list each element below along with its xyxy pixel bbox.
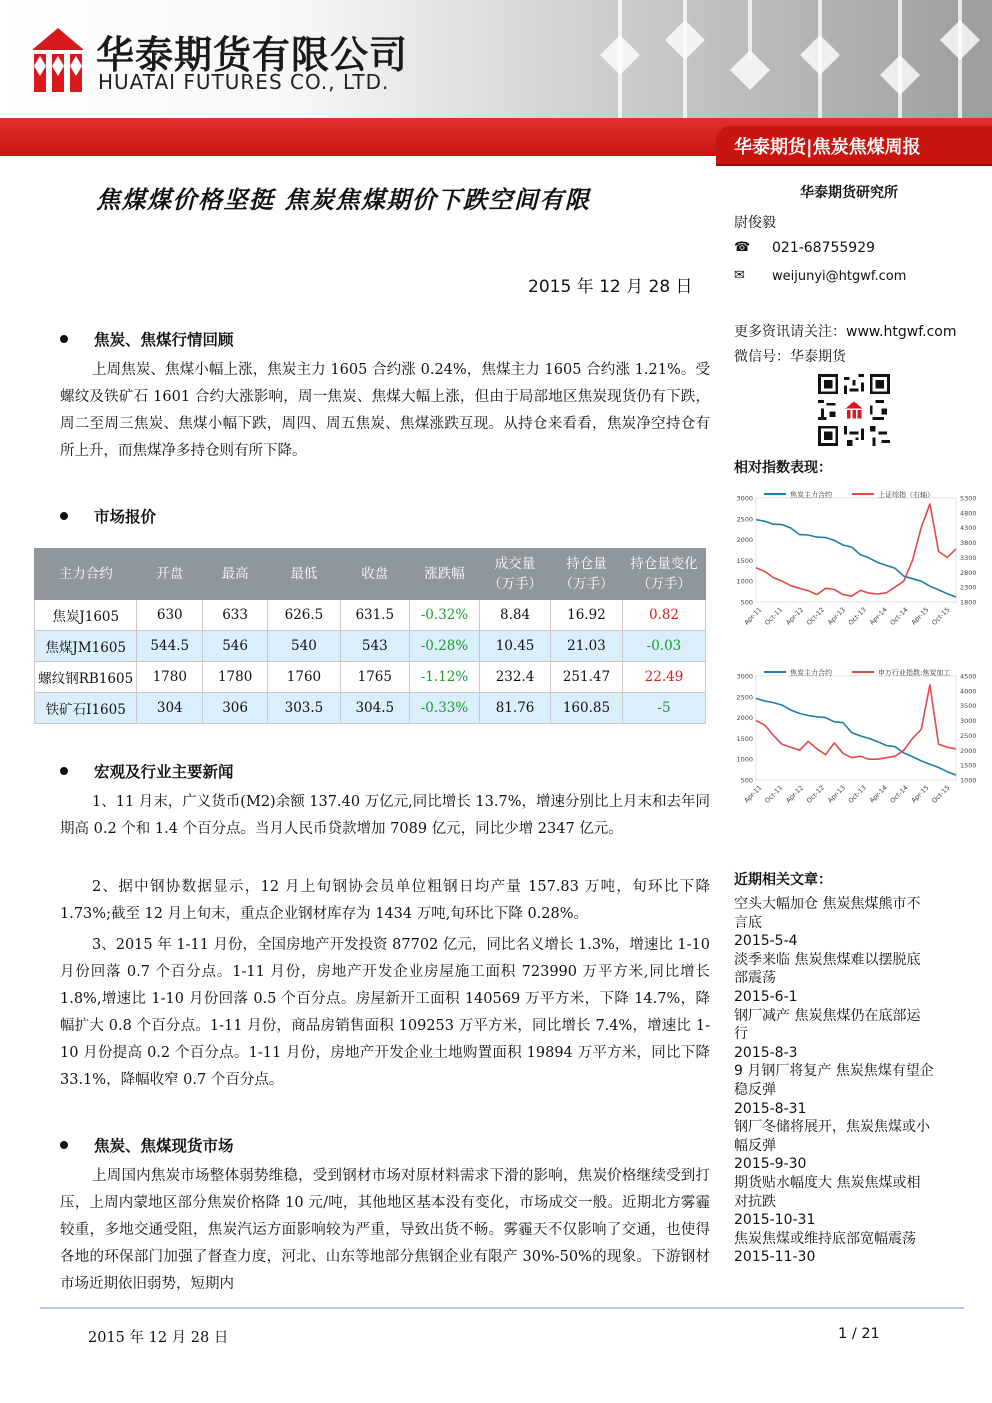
section-title: 市场报价	[94, 508, 157, 526]
x-tick-label: Apr-11	[742, 783, 764, 805]
article-item[interactable]	[734, 1174, 934, 1230]
table-cell: 21.03	[550, 631, 622, 662]
article-date: 2015-8-3	[734, 1044, 798, 1061]
table-row	[35, 662, 706, 693]
article-title: 9 月钢厂将复产 焦炭焦煤有望企稳反弹	[734, 1063, 934, 1098]
table-header: 收盘	[340, 549, 409, 600]
table-cell: 303.5	[268, 693, 341, 724]
related-articles-title: 近期相关文章：	[734, 872, 832, 888]
qr-code	[818, 374, 890, 446]
article-item[interactable]	[734, 1007, 934, 1063]
legend-label: 上证综指（右轴）	[878, 491, 934, 499]
header-decoration	[520, 0, 992, 118]
x-tick-label: Apr-15	[909, 605, 931, 627]
article-item[interactable]	[734, 1062, 934, 1118]
table-cell: 10.45	[480, 631, 551, 662]
bullet-icon	[60, 512, 68, 520]
y-left-tick-label: 2500	[736, 515, 753, 524]
table-header-row	[35, 549, 706, 600]
section-heading-spot	[60, 1134, 234, 1156]
x-tick-label: Apr-11	[742, 605, 764, 627]
table-row	[35, 631, 706, 662]
article-date: 2015-5-4	[734, 933, 798, 950]
company-logo	[30, 26, 86, 94]
institute-name: 华泰期货研究所	[800, 185, 898, 201]
y-right-tick-label: 1800	[960, 598, 977, 607]
table-cell: 540	[268, 631, 341, 662]
series-line	[756, 685, 956, 759]
x-tick-label: Oct-15	[930, 605, 952, 627]
table-cell: -1.12%	[409, 662, 479, 693]
table-cell: 546	[203, 631, 268, 662]
series-line	[756, 699, 956, 776]
series-line	[756, 520, 956, 597]
article-item[interactable]	[734, 895, 934, 951]
analyst-name: 尉俊毅	[734, 215, 776, 231]
y-right-tick-label: 5300	[960, 494, 977, 503]
y-right-tick-label: 2000	[960, 746, 977, 755]
y-left-tick-label: 1500	[736, 734, 753, 743]
section-title: 宏观及行业主要新闻	[94, 763, 234, 781]
bullet-icon	[60, 335, 68, 343]
table-cell: 0.82	[622, 600, 705, 631]
report-series-label: 华泰期货|焦炭焦煤周报	[734, 137, 921, 158]
phone-icon: ☎	[734, 240, 751, 255]
x-tick-label: Apr-14	[867, 783, 889, 805]
email-icon: ✉	[734, 268, 745, 283]
x-tick-label: Oct-13	[846, 783, 868, 805]
table-cell: 544.5	[137, 631, 203, 662]
section-heading-news	[60, 760, 234, 782]
article-date: 2015-8-31	[734, 1100, 807, 1117]
y-left-tick-label: 500	[740, 598, 753, 607]
table-header: 最高	[203, 549, 268, 600]
table-cell: 306	[203, 693, 268, 724]
y-left-tick-label: 3000	[736, 672, 753, 681]
relative-index-chart-1	[734, 484, 984, 644]
y-right-tick-label: 2800	[960, 568, 977, 577]
y-right-tick-label: 3800	[960, 539, 977, 548]
table-cell: -0.28%	[409, 631, 479, 662]
bullet-icon	[60, 1141, 68, 1149]
y-right-tick-label: 4500	[960, 672, 977, 681]
section-title: 焦炭、焦煤现货市场	[94, 1137, 234, 1155]
y-right-tick-label: 3000	[960, 717, 977, 726]
company-name-en: HUATAI FUTURES CO., LTD.	[98, 70, 390, 94]
relative-index-title: 相对指数表现：	[734, 460, 832, 476]
relative-index-chart-2	[734, 662, 984, 822]
y-left-tick-label: 500	[740, 776, 753, 785]
footer-date: 2015 年 12 月 28 日	[88, 1330, 229, 1346]
table-cell: -5	[622, 693, 705, 724]
y-right-tick-label: 4800	[960, 509, 977, 518]
bullet-icon	[60, 767, 68, 775]
article-title: 淡季来临 焦炭焦煤难以摆脱底部震荡	[734, 951, 921, 987]
table-cell: 543	[340, 631, 409, 662]
y-left-tick-label: 1000	[736, 577, 753, 586]
x-tick-label: Oct-12	[804, 605, 827, 627]
article-item[interactable]	[734, 1118, 934, 1174]
company-name-cn: 华泰期货有限公司	[96, 33, 409, 77]
news-item-1: 1、11 月末，广义货币(M2)余额 137.40 万亿元,同比增长 13.7%，增速分别比上月末和去年同期高 0.2 个和 1.4 个百分点。当月人民币贷款增加 7089 亿元，同比少增 2347 亿元。	[60, 794, 710, 837]
section-heading-review	[60, 328, 234, 350]
article-title: 钢厂减产 焦炭焦煤仍在底部运行	[734, 1007, 921, 1043]
table-cell: 633	[203, 600, 268, 631]
section-heading-market	[60, 505, 156, 527]
market-quote-table	[34, 548, 706, 724]
y-right-tick-label: 3500	[960, 702, 977, 711]
report-headline: 焦煤煤价格坚挺 焦炭焦煤期价下跌空间有限	[96, 185, 591, 214]
follow-website[interactable]: 更多资讯请关注：www.htgwf.com	[734, 324, 957, 340]
article-date: 2015-10-31	[734, 1212, 816, 1229]
article-title: 焦炭焦煤或维持底部宽幅震荡	[734, 1230, 916, 1247]
table-cell: 630	[137, 600, 203, 631]
x-tick-label: Apr-13	[826, 783, 847, 805]
y-left-tick-label: 2500	[736, 693, 753, 702]
y-left-tick-label: 2000	[736, 536, 753, 545]
x-tick-label: Apr-12	[784, 783, 806, 805]
x-tick-label: Apr-12	[784, 605, 806, 627]
table-cell: 304.5	[340, 693, 409, 724]
article-date: 2015-9-30	[734, 1156, 807, 1173]
footer-divider	[40, 1307, 964, 1309]
table-cell: 铁矿石I1605	[35, 693, 137, 724]
page-number: 1 / 21	[838, 1326, 880, 1342]
y-left-tick-label: 2000	[736, 714, 753, 723]
x-tick-label: Apr-14	[867, 605, 889, 627]
legend-label: 焦炭主力合约	[790, 669, 832, 677]
y-right-tick-label: 4000	[960, 687, 977, 696]
y-right-tick-label: 2300	[960, 583, 977, 592]
y-right-tick-label: 3300	[960, 553, 977, 562]
article-item[interactable]	[734, 1230, 934, 1267]
table-cell: -0.03	[622, 631, 705, 662]
table-cell: 焦煤JM1605	[35, 631, 137, 662]
table-cell: -0.32%	[409, 600, 479, 631]
y-right-tick-label: 4300	[960, 524, 977, 533]
table-cell: 螺纹钢RB1605	[35, 662, 137, 693]
legend-label: 焦炭主力合约	[790, 491, 832, 499]
table-row	[35, 600, 706, 631]
table-cell: 8.84	[480, 600, 551, 631]
x-tick-label: Oct-11	[763, 783, 785, 805]
table-row	[35, 693, 706, 724]
table-header: 涨跌幅	[409, 549, 479, 600]
news-item-3: 3、2015 年 1-11 月份，全国房地产开发投资 87702 亿元，同比名义增长 1.3%，增速比 1-10 月份回落 0.7 个百分点。1-11 月份，房地产开发企业房屋施工面积 723990 万平方米,同比增长 1.8%,增速比 1-10 月份回落 0.5 个百分点。房屋新开工面积 140569 万平方米，下降 14.7%，降幅扩大 0.8 个百分点。1-11 月份，商品房销售面积 109253 万平方米，同比增长 7.4%，增速比 1-10 月份提高 0.2 个百分点。1-11 月份，房地产开发企业土地购置面积 19894 万平方米，同比下降 33.1%，降幅收窄 0.7 个百分点。	[60, 937, 711, 1088]
table-header: 持仓量 （万手）	[550, 549, 622, 600]
table-header: 开盘	[137, 549, 203, 600]
y-right-tick-label: 1500	[960, 761, 977, 770]
news-item-2: 2、据中钢协数据显示，12 月上旬钢协会员单位粗钢日均产量 157.83 万吨，旬环比下降 1.73%;截至 12 月上旬末，重点企业钢材库存为 1434 万吨,旬环比下降 0.28%。	[60, 879, 710, 922]
table-header: 持仓量变化 （万手）	[622, 549, 705, 600]
y-left-tick-label: 3000	[736, 494, 753, 503]
wechat-id: 微信号：华泰期货	[734, 349, 846, 365]
y-right-tick-label: 1000	[960, 776, 977, 785]
legend-label: 申万行业指数:焦炭加工	[878, 669, 951, 677]
section-title: 焦炭、焦煤行情回顾	[94, 331, 234, 349]
x-tick-label: Oct-12	[804, 783, 827, 805]
y-right-tick-label: 2500	[960, 731, 977, 740]
article-title: 期货贴水幅度大 焦炭焦煤或相对抗跌	[734, 1174, 921, 1210]
table-cell: 1780	[203, 662, 268, 693]
plot-frame	[756, 676, 956, 780]
table-header: 最低	[268, 549, 341, 600]
article-title: 空头大幅加仓 焦炭焦煤熊市不言底	[734, 896, 921, 931]
x-tick-label: Oct-11	[763, 605, 785, 627]
table-cell: 626.5	[268, 600, 341, 631]
x-tick-label: Apr-13	[826, 605, 847, 627]
analyst-email[interactable]: weijunyi@htgwf.com	[772, 269, 907, 284]
table-cell: 304	[137, 693, 203, 724]
analyst-phone: 021-68755929	[772, 240, 876, 256]
article-title: 钢厂冬储将展开，焦炭焦煤或小幅反弹	[734, 1119, 930, 1154]
report-date: 2015 年 12 月 28 日	[528, 277, 693, 297]
table-cell: 251.47	[550, 662, 622, 693]
spot-paragraph: 上周国内焦炭市场整体弱势维稳，受到钢材市场对原材料需求下滑的影响，焦炭价格继续受到打压，上周内蒙地区部分焦炭价格降 10 元/吨，其他地区基本没有变化，市场成交一般。近期北方雾霾较重，多地交通受阻，焦炭汽运方面影响较为严重，导致出货不畅。雾霾天不仅影响了交通，也使得各地的环保部门加强了督查力度，河北、山东等地部分焦钢企业有限产 30%-50%的现象。下游钢材市场近期依旧弱势，短期内	[60, 1168, 710, 1292]
table-cell: 232.4	[480, 662, 551, 693]
article-item[interactable]	[734, 951, 934, 1007]
x-tick-label: Oct-14	[888, 605, 910, 627]
table-cell: 1760	[268, 662, 341, 693]
y-left-tick-label: 1000	[736, 755, 753, 764]
table-header: 主力合约	[35, 549, 137, 600]
related-articles-list	[734, 895, 934, 1267]
x-tick-label: Oct-14	[888, 783, 910, 805]
table-cell: 22.49	[622, 662, 705, 693]
article-date: 2015-11-30	[734, 1249, 816, 1266]
table-cell: 1780	[137, 662, 203, 693]
article-date: 2015-6-1	[734, 988, 798, 1005]
table-cell: 焦炭J1605	[35, 600, 137, 631]
y-left-tick-label: 1500	[736, 556, 753, 565]
x-tick-label: Oct-13	[846, 605, 868, 627]
table-header: 成交量 （万手）	[480, 549, 551, 600]
table-cell: 160.85	[550, 693, 622, 724]
x-tick-label: Apr-15	[909, 783, 931, 805]
table-cell: 81.76	[480, 693, 551, 724]
table-cell: 1765	[340, 662, 409, 693]
review-paragraph: 上周焦炭、焦煤小幅上涨，焦炭主力 1605 合约涨 0.24%，焦煤主力 1605 合约涨 1.21%。受螺纹及铁矿石 1601 合约大涨影响，周一焦炭、焦煤大幅上涨，但由于局部地区焦炭现货仍有下跌，周二至周三焦炭、焦煤小幅下跌，周四、周五焦炭、焦煤涨跌互现。从持仓来看看，焦炭净空持仓有所上升，而焦煤净多持仓则有所下降。	[60, 362, 710, 459]
table-cell: 16.92	[550, 600, 622, 631]
table-cell: 631.5	[340, 600, 409, 631]
table-cell: -0.33%	[409, 693, 479, 724]
x-tick-label: Oct-15	[930, 783, 952, 805]
